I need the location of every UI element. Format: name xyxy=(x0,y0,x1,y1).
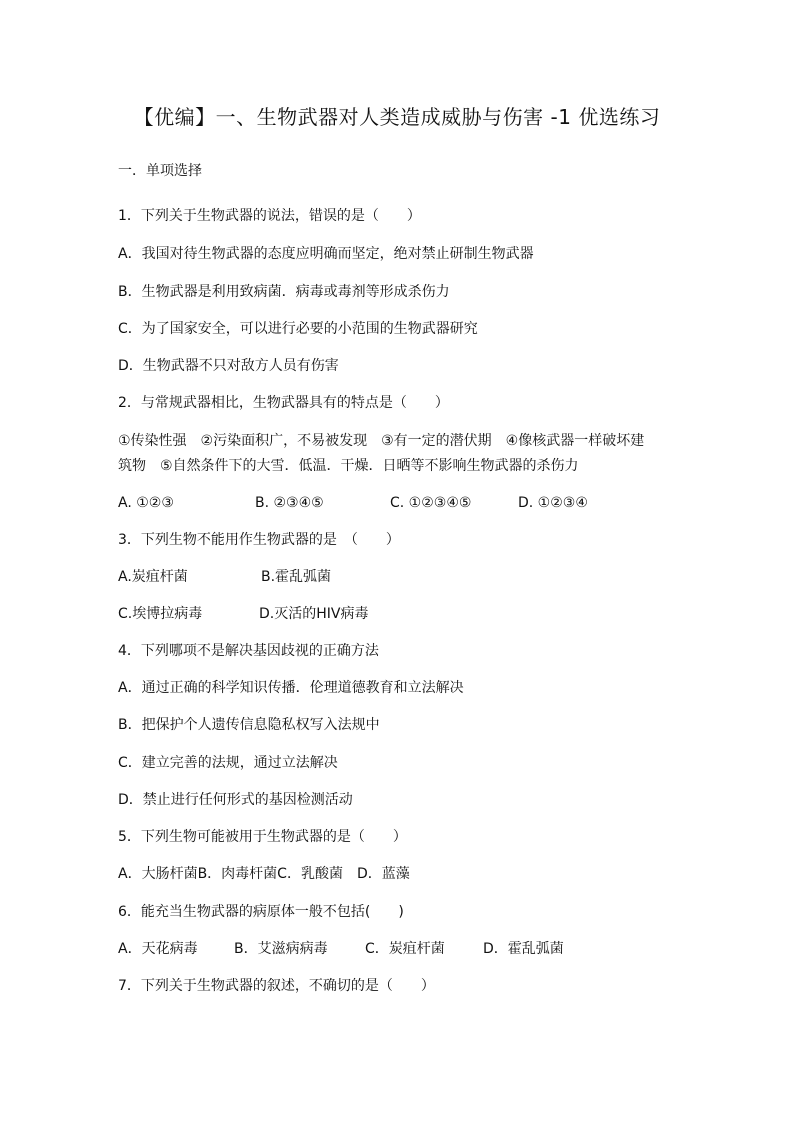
question-3-stem: 3．下列生物不能用作生物武器的是 （ ） xyxy=(118,532,400,548)
question-2-description-line-2: 筑物 ⑤自然条件下的大雪．低温．干燥．日晒等不影响生物武器的杀伤力 xyxy=(118,458,579,474)
question-3-option-c: C.埃博拉病毒 xyxy=(118,606,203,622)
section-heading: 一．单项选择 xyxy=(118,163,202,179)
question-6-options xyxy=(118,939,564,959)
question-6-option-d: D．霍乱弧菌 xyxy=(483,941,564,957)
question-3-option-d: D.灭活的HIV病毒 xyxy=(259,606,369,622)
question-1-option-a: A．我国对待生物武器的态度应明确而坚定，绝对禁止研制生物武器 xyxy=(118,246,534,262)
question-1-option-d: D．生物武器不只对敌方人员有伤害 xyxy=(118,358,339,374)
question-1-stem: 1．下列关于生物武器的说法，错误的是（ ） xyxy=(118,208,421,224)
question-3-options-row-2 xyxy=(118,604,368,624)
question-2-description-line-1: ①传染性强 ②污染面积广，不易被发现 ③有一定的潜伏期 ④像核武器一样破坏建 xyxy=(118,433,645,449)
question-4-option-b: B．把保护个人遗传信息隐私权写入法规中 xyxy=(118,717,380,733)
question-2-stem: 2．与常规武器相比，生物武器具有的特点是（ ） xyxy=(118,395,449,411)
question-6-option-c: C．炭疽杆菌 xyxy=(365,941,445,957)
question-2-options xyxy=(118,493,588,513)
question-3-option-b: B.霍乱弧菌 xyxy=(261,569,332,585)
question-3-option-a: A.炭疽杆菌 xyxy=(118,569,188,585)
question-5-stem: 5．下列生物可能被用于生物武器的是（ ） xyxy=(118,829,407,845)
question-1-option-c: C．为了国家安全，可以进行必要的小范围的生物武器研究 xyxy=(118,321,478,337)
question-6-option-b: B．艾滋病病毒 xyxy=(234,941,328,957)
question-5-options: A．大肠杆菌B．肉毒杆菌C．乳酸菌 D．蓝藻 xyxy=(118,866,410,882)
page-title: 【优编】一、生物武器对人类造成威胁与伤害 -1 优选练习 xyxy=(133,105,661,129)
question-6-stem: 6．能充当生物武器的病原体一般不包括( ) xyxy=(118,904,404,920)
question-4-stem: 4．下列哪项不是解决基因歧视的正确方法 xyxy=(118,643,379,659)
question-7-stem: 7．下列关于生物武器的叙述，不确切的是（ ） xyxy=(118,978,435,994)
question-2-option-b: B. ②③④⑤ xyxy=(255,495,324,511)
question-2-option-a: A. ①②③ xyxy=(118,495,174,511)
question-4-option-d: D．禁止进行任何形式的基因检测活动 xyxy=(118,792,353,808)
question-2-option-d: D. ①②③④ xyxy=(518,495,588,511)
question-4-option-c: C．建立完善的法规，通过立法解决 xyxy=(118,755,338,771)
question-3-options-row-1 xyxy=(118,567,331,587)
question-1-option-b: B．生物武器是利用致病菌．病毒或毒剂等形成杀伤力 xyxy=(118,284,450,300)
question-6-option-a: A．天花病毒 xyxy=(118,941,198,957)
question-4-option-a: A．通过正确的科学知识传播．伦理道德教育和立法解决 xyxy=(118,680,464,696)
question-2-option-c: C. ①②③④⑤ xyxy=(390,495,472,511)
